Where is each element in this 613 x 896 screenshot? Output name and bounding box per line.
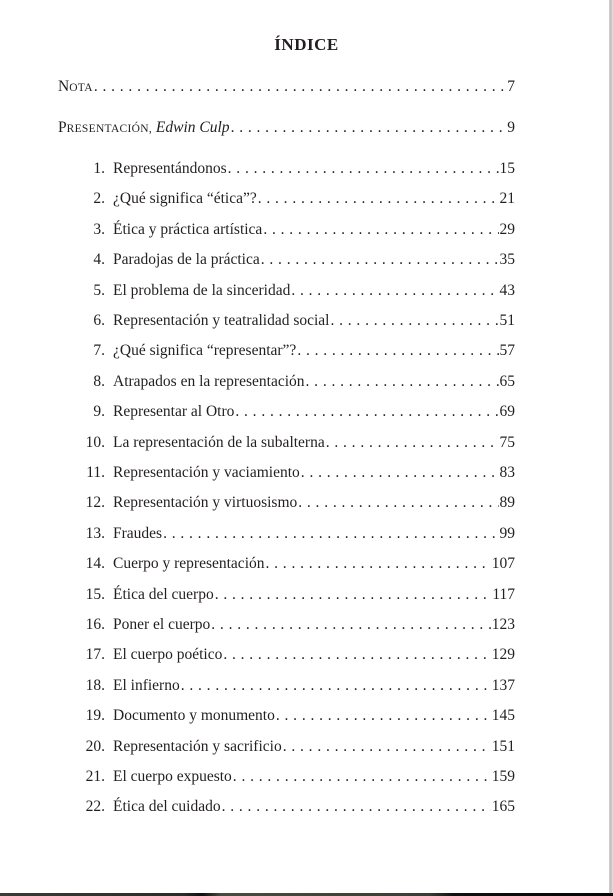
page-number: 65 [499,372,515,390]
toc-entry-chapter[interactable] [72,341,515,361]
chapter-title: El infierno [113,676,180,694]
chapter-title: Ética y práctica artística [113,220,263,238]
page-number: 165 [491,798,515,816]
page-number: 69 [499,403,515,421]
page-number: 29 [499,220,515,238]
dot-leader [94,77,506,97]
page-number: 43 [499,281,515,299]
chapter-number: 16. [85,616,105,633]
page-number: 57 [499,342,515,360]
dot-leader [228,159,499,179]
toc-entry-chapter[interactable] [72,220,515,240]
page-number: 35 [499,251,515,269]
chapter-number: 12. [85,494,105,512]
chapter-title: Representación y sacrificio [113,737,282,755]
chapter-number: 19. [85,707,105,725]
dot-leader [233,767,491,787]
dot-leader [276,706,491,726]
toc-entry-nota[interactable] [58,77,515,98]
toc-entry-chapter[interactable] [72,524,515,544]
chapter-number: 13. [85,524,105,542]
toc-entry-chapter[interactable] [72,189,515,209]
chapter-title: ¿Qué significa “ética”? [113,190,257,208]
toc-entry-chapter[interactable] [72,433,515,453]
toc-entry-chapter[interactable] [72,645,515,665]
chapter-title: Paradojas de la práctica [113,251,260,269]
chapter-number: 3. [93,220,105,238]
chapter-number: 7. [93,342,105,360]
chapter-title: Ética del cuidado [113,798,221,816]
page-number: 9 [507,119,515,136]
toc-entry-chapter[interactable] [72,250,515,270]
chapter-title: Cuerpo y representación [113,555,265,573]
page-number: 89 [499,494,515,512]
dot-leader [291,281,498,301]
page-number: 7 [507,78,515,95]
chapter-title: Fraudes [113,524,163,542]
dot-leader [263,220,498,240]
chapter-title: Representar al Otro [113,403,235,421]
dot-leader [215,585,492,605]
toc-entry-chapter[interactable] [72,585,515,605]
chapter-title: Poner el cuerpo [113,616,211,633]
toc-entry-chapter[interactable] [72,159,515,179]
chapter-number: 17. [85,646,105,664]
page-number: 137 [491,676,515,694]
page-number: 99 [499,524,515,542]
dot-leader [261,250,499,270]
chapter-title: Representación y teatralidad social [113,312,330,329]
chapter-title: El problema de la sinceridad [113,281,291,299]
page-title: ÍNDICE [274,35,339,54]
dot-leader [222,797,491,817]
chapter-title: Documento y monumento [113,707,275,725]
entry-title-initial: P [58,119,67,136]
toc-entry-chapter[interactable] [72,676,515,696]
chapter-number: 9. [93,403,105,421]
chapter-number: 2. [93,190,105,208]
chapter-number: 6. [93,312,105,329]
toc-entry-chapter[interactable] [72,706,515,726]
toc-entry-chapter[interactable] [72,767,515,787]
chapter-number: 15. [85,585,105,603]
dot-leader [258,189,499,209]
chapter-title: La representación de la subalterna [113,433,325,451]
toc-entry-chapter[interactable] [72,493,515,513]
chapter-number: 1. [93,160,105,177]
page-edge [609,0,613,893]
entry-title [58,118,230,139]
dot-leader [330,311,498,331]
page-number: 145 [491,707,515,725]
toc-entry-presentacion[interactable] [58,118,515,139]
page-number: 117 [492,585,515,603]
chapter-number: 22. [85,798,105,816]
toc-entry-chapter[interactable] [72,311,515,331]
toc-entry-chapter[interactable] [72,737,515,757]
toc-entry-chapter[interactable] [72,554,515,574]
chapter-number: 20. [85,737,105,755]
page-number: 123 [491,616,515,633]
chapter-title: Ética del cuerpo [113,585,214,603]
page-number: 107 [491,555,515,573]
page-number: 75 [499,433,515,451]
chapter-title: Representación y virtuosismo [113,494,298,512]
chapter-title: El cuerpo poético [113,646,223,664]
chapter-number: 4. [93,251,105,269]
toc-entry-chapter[interactable] [72,463,515,483]
page-number: 51 [499,312,515,329]
chapter-title: ¿Qué significa “representar”? [113,342,297,360]
chapter-number: 8. [93,372,105,390]
toc-entry-chapter[interactable] [72,402,515,422]
toc-entry-chapter[interactable] [72,281,515,301]
dot-leader [298,493,498,513]
chapter-title: El cuerpo expuesto [113,768,232,785]
page-number: 159 [491,768,515,785]
page-number: 151 [491,737,515,755]
dot-leader [231,118,507,138]
chapter-title: Representación y vaciamiento [113,464,300,481]
dot-leader [297,341,498,361]
dot-leader [163,524,498,544]
page-number: 21 [499,190,515,208]
dot-leader [326,433,499,453]
dot-leader [235,402,498,422]
toc-entry-chapter[interactable] [72,615,515,635]
chapter-number: 11. [86,464,105,481]
toc-entry-chapter[interactable] [72,797,515,817]
page-number: 83 [499,464,515,481]
dot-leader [283,737,491,757]
entry-title-rest: RESENTACIÓN, [66,123,153,135]
dot-leader [266,554,491,574]
chapter-number: 10. [85,433,105,451]
chapter-number: 14. [85,555,105,573]
chapter-title: Representándonos [113,160,227,177]
page-number: 15 [499,160,515,177]
entry-title-rest: OTA [69,82,93,94]
entry-title-initial: N [58,78,70,95]
dot-leader [306,372,499,392]
chapter-number: 18. [85,676,105,694]
entry-author: Edwin Culp [155,119,230,136]
toc-entry-chapter[interactable] [72,372,515,392]
page-number: 129 [491,646,515,664]
chapter-title: Atrapados en la representación [113,372,305,390]
dot-leader [223,645,490,665]
chapter-number: 21. [85,768,105,785]
dot-leader [181,676,491,696]
dot-leader [211,615,490,635]
dot-leader [301,463,499,483]
chapter-number: 5. [93,281,105,299]
entry-title [58,77,93,98]
